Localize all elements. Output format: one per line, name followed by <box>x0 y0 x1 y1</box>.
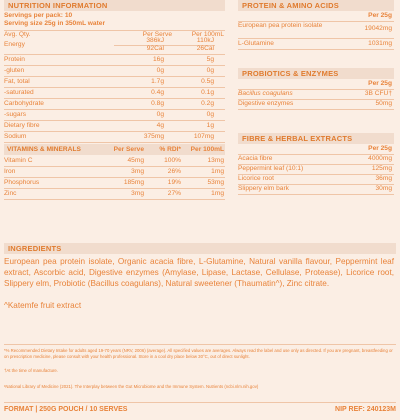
vitamins-col-serve: Per Serve <box>113 146 144 153</box>
protein-row-value: 19042mg <box>364 25 392 32</box>
nutrition-row-serve: 0.4g <box>151 89 164 96</box>
nutrition-table <box>4 11 225 241</box>
vitamin-row-rdi: 100% <box>164 157 181 164</box>
nutrition-row-per100: 1g <box>206 122 214 129</box>
col-per-serve: Per Serve <box>142 31 172 38</box>
nutrition-row-per100: 5g <box>206 56 214 63</box>
energy-cal-100ml: 26Cal <box>196 45 214 52</box>
fibre-row-label: Slippery elm bark <box>238 185 289 192</box>
vitamin-row-serve: 45mg <box>127 157 144 164</box>
cfu-footnote: †At the time of manufacture. <box>4 368 58 373</box>
nutrition-row <box>4 66 225 77</box>
energy-cal-serve: 92Cal <box>146 45 164 52</box>
col-avg-qty: Avg. Qty. <box>4 31 31 38</box>
nutrition-row-serve: 0g <box>156 111 164 118</box>
protein-row-label: European pea protein isolate <box>238 22 323 29</box>
nutrition-row-label: -gluten <box>4 67 25 74</box>
nip-ref: NIP REF: 240123M <box>335 406 396 413</box>
nutrition-row <box>4 132 225 143</box>
nutrition-row-per100: 0g <box>206 111 214 118</box>
nutrition-row-label: Fat, total <box>4 78 30 85</box>
probiotics-col: Per 25g <box>368 80 392 87</box>
vitamin-row-label: Vitamin C <box>4 157 33 164</box>
footer-bar <box>4 402 396 417</box>
nutrition-row-label: -sugars <box>4 111 26 118</box>
fibre-row-value: 4000mg <box>368 155 392 162</box>
vitamin-row-label: Iron <box>4 168 16 175</box>
nutrition-row-per100: 0.5g <box>201 78 214 85</box>
nutrition-row <box>4 88 225 99</box>
probiotics-row-value: 3B CFU† <box>364 90 392 97</box>
vitamin-row-per100: 1mg <box>211 168 224 175</box>
vitamin-row-serve: 3mg <box>131 190 144 197</box>
energy-kj-100ml: 110kJ <box>196 37 214 44</box>
vitamin-row-per100: 13mg <box>207 157 224 164</box>
nutrition-row <box>4 55 225 66</box>
vitamin-row-label: Phosphorus <box>4 179 40 186</box>
fibre-row-value: 30mg <box>375 185 392 192</box>
energy-label: Energy <box>4 41 25 48</box>
vitamin-row-label: Zinc <box>4 190 17 197</box>
servings-per-pack: Servings per pack: 10 <box>4 12 73 19</box>
nutrition-row-label: -saturated <box>4 89 34 96</box>
nutrition-row <box>4 99 225 110</box>
probiotics-row-label: Bacillus coagulans <box>238 90 293 97</box>
nutrition-row-serve: 0.8g <box>151 100 164 107</box>
nutrition-row-label: Sodium <box>4 133 27 140</box>
vitamin-row-serve: 3mg <box>131 168 144 175</box>
fibre-col: Per 25g <box>368 145 392 152</box>
vitamins-header <box>4 144 225 155</box>
vitamin-row-per100: 53mg <box>207 179 224 186</box>
vitamin-row <box>4 189 225 200</box>
nutrition-row-serve: 0g <box>156 67 164 74</box>
reference-footnote: ¹National Library of Medicine (2021). The Interplay between the Gut Microbiome and the Immune System. Nutrients (ncbi.nlm.nih.gov) <box>4 384 259 389</box>
vitamin-row-rdi: 19% <box>167 179 181 186</box>
ingredients-title: INGREDIENTS <box>4 243 396 254</box>
rdi-footnote: *% Recommended Dietary Intake for adults aged 19-70 years (NRV, 2006) (average). All specified values are averages. Always read the label and use only as directed. If you are pregnant, breastfeeding or on prescription medicine, please consult with your health professional. Store in a cool dry place below 30°C, out of direct sunlight. <box>4 348 393 359</box>
vitamins-col-100ml: Per 100mL <box>190 146 224 153</box>
nutrition-row-label: Dietary fibre <box>4 122 40 129</box>
nutrition-row-label: Protein <box>4 56 25 63</box>
nutrition-row-per100: 107mg <box>193 133 214 140</box>
nutrition-row <box>4 77 225 88</box>
vitamin-row <box>4 156 225 167</box>
nutrition-row-per100: 0.1g <box>201 89 214 96</box>
vitamins-title: VITAMINS & MINERALS <box>7 146 81 153</box>
vitamin-row <box>4 178 225 189</box>
nutrition-row <box>4 110 225 121</box>
nutrition-row-serve: 1.7g <box>151 78 164 85</box>
energy-kj-serve: 386kJ <box>146 37 164 44</box>
col-per-100ml: Per 100mL <box>191 31 224 38</box>
probiotics-title: PROBIOTICS & ENZYMES <box>238 68 394 79</box>
protein-col: Per 25g <box>368 12 392 19</box>
vitamin-row-rdi: 26% <box>167 168 181 175</box>
ingredients-text: European pea protein isolate, Organic acacia fibre, L-Glutamine, Natural vanilla flavour, Peppermint leaf extract, Ascorbic acid, Digestive enzymes (Amylase, Lipase, Lactase, Cellulase, Protease), Licorice root, Slippery elm, Probiotic (Bacillus coagulans), Natural sweetener (Thaumatin^), Zinc citrate. <box>4 257 394 288</box>
protein-row-value: 1031mg <box>368 40 392 47</box>
protein-title: PROTEIN & AMINO ACIDS <box>238 0 394 11</box>
fibre-row-label: Licorice root <box>238 175 274 182</box>
nutrition-title: NUTRITION INFORMATION <box>4 0 225 11</box>
fibre-title: FIBRE & HERBAL EXTRACTS <box>238 133 394 144</box>
nutrition-row-serve: 16g <box>152 56 164 63</box>
serving-size: Serving size 25g in 350mL water <box>4 20 106 27</box>
nutrition-row-per100: 0.2g <box>201 100 214 107</box>
fibre-row-label: Acacia fibre <box>238 155 273 162</box>
vitamin-row-serve: 185mg <box>123 179 144 186</box>
probiotics-row-label: Digestive enzymes <box>238 100 294 107</box>
vitamin-row-rdi: 27% <box>167 190 181 197</box>
nutrition-row-label: Carbohydrate <box>4 100 44 107</box>
vitamin-row-per100: 1mg <box>211 190 224 197</box>
vitamin-row <box>4 167 225 178</box>
probiotics-row-value: 50mg <box>375 100 392 107</box>
fibre-row-value: 125mg <box>371 165 392 172</box>
nutrition-row-per100: 0g <box>206 67 214 74</box>
nutrition-row-serve: 4g <box>156 122 164 129</box>
ingredients-note: ^Katemfe fruit extract <box>4 301 82 310</box>
nutrition-row-serve: 375mg <box>143 133 164 140</box>
vitamins-col-rdi: % RDI* <box>159 146 181 153</box>
format-text: FORMAT | 250G POUCH / 10 SERVES <box>4 406 128 413</box>
protein-row-label: L-Glutamine <box>238 40 274 47</box>
nutrition-row <box>4 121 225 132</box>
fibre-row-label: Peppermint leaf (10:1) <box>238 165 304 172</box>
fibre-row-value: 36mg <box>375 175 392 182</box>
